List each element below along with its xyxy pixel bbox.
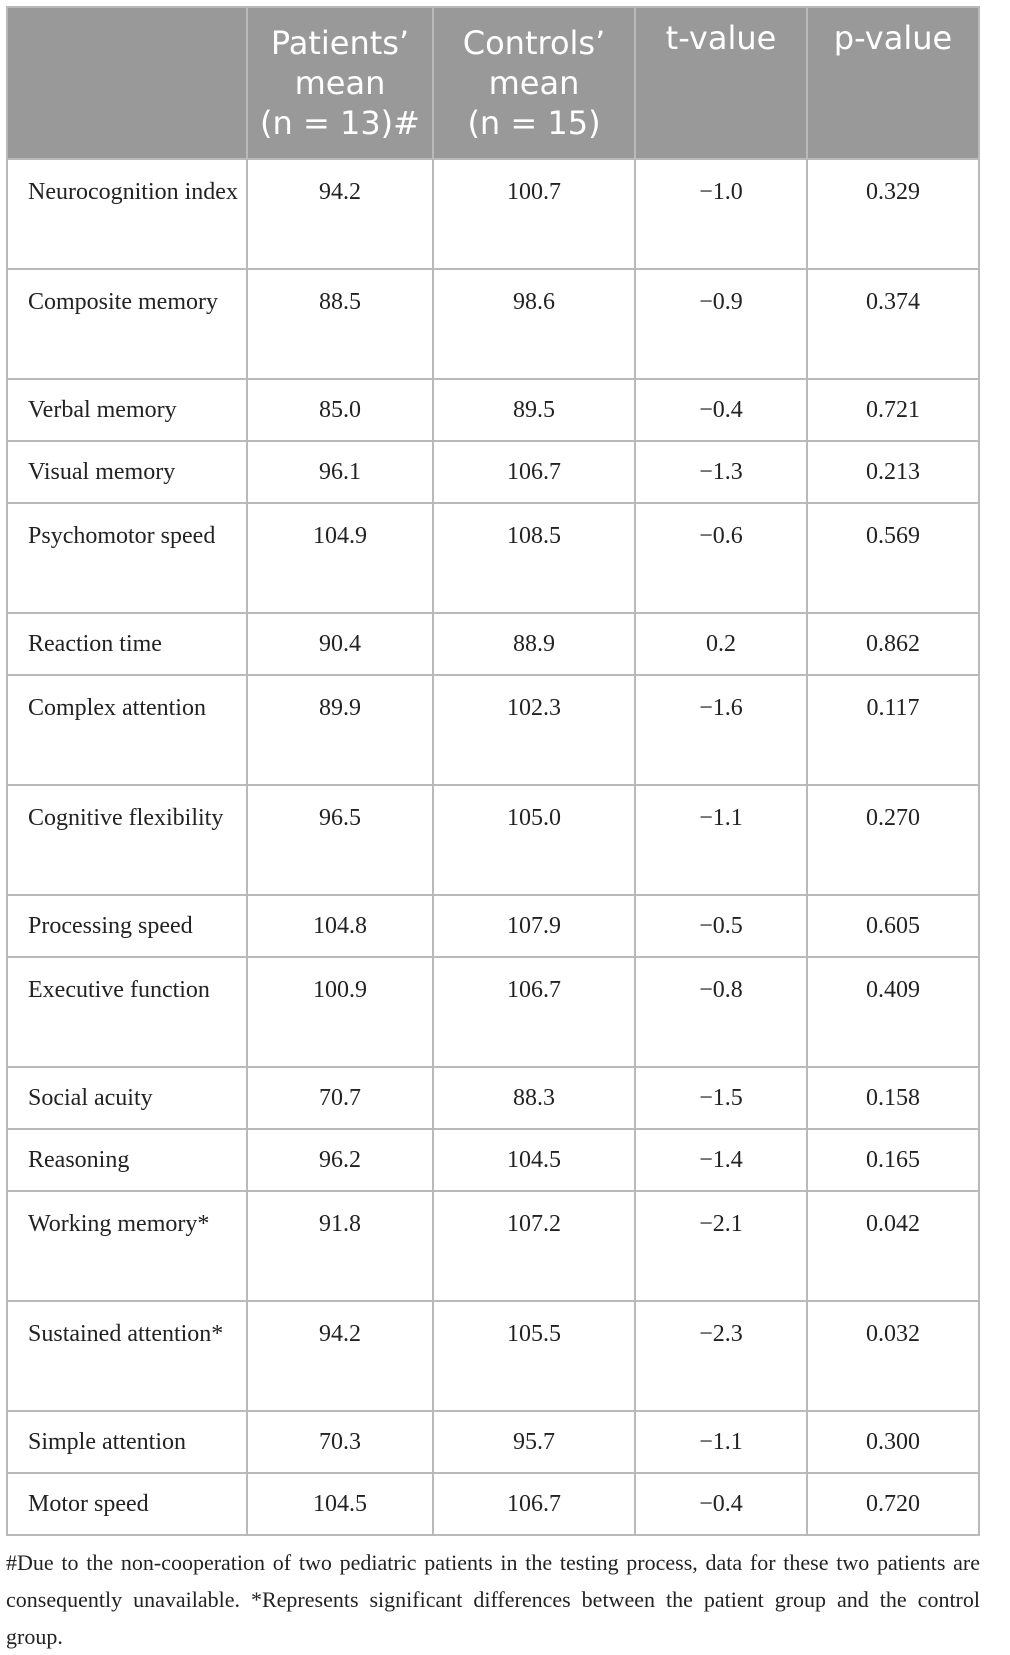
table-row bbox=[7, 441, 979, 503]
cell-t-value: 0.2 bbox=[635, 613, 807, 675]
cell-p-value: 0.374 bbox=[807, 269, 979, 379]
cell-p-value: 0.409 bbox=[807, 957, 979, 1067]
row-label: Sustained attention* bbox=[7, 1301, 247, 1411]
table-row bbox=[7, 785, 979, 895]
cell-patients-mean: 96.5 bbox=[247, 785, 433, 895]
cell-controls-mean: 107.9 bbox=[433, 895, 635, 957]
cell-t-value: −2.3 bbox=[635, 1301, 807, 1411]
cell-controls-mean: 88.9 bbox=[433, 613, 635, 675]
cell-controls-mean: 105.0 bbox=[433, 785, 635, 895]
row-label: Cognitive flexibility bbox=[7, 785, 247, 895]
row-label: Executive function bbox=[7, 957, 247, 1067]
cell-patients-mean: 94.2 bbox=[247, 159, 433, 269]
cell-t-value: −1.1 bbox=[635, 785, 807, 895]
cell-p-value: 0.721 bbox=[807, 379, 979, 441]
header-patients-line2: mean bbox=[294, 64, 386, 102]
row-label: Motor speed bbox=[7, 1473, 247, 1535]
cell-t-value: −0.5 bbox=[635, 895, 807, 957]
cell-controls-mean: 89.5 bbox=[433, 379, 635, 441]
header-patients-mean bbox=[247, 7, 433, 159]
cell-controls-mean: 106.7 bbox=[433, 957, 635, 1067]
cell-p-value: 0.042 bbox=[807, 1191, 979, 1301]
cell-t-value: −1.6 bbox=[635, 675, 807, 785]
cell-controls-mean: 100.7 bbox=[433, 159, 635, 269]
table-row bbox=[7, 1301, 979, 1411]
cell-controls-mean: 104.5 bbox=[433, 1129, 635, 1191]
cell-t-value: −1.5 bbox=[635, 1067, 807, 1129]
cell-patients-mean: 96.1 bbox=[247, 441, 433, 503]
row-label: Processing speed bbox=[7, 895, 247, 957]
row-label: Psychomotor speed bbox=[7, 503, 247, 613]
table-row bbox=[7, 1411, 979, 1473]
cell-t-value: −1.1 bbox=[635, 1411, 807, 1473]
cell-patients-mean: 104.8 bbox=[247, 895, 433, 957]
cell-controls-mean: 98.6 bbox=[433, 269, 635, 379]
table-row bbox=[7, 957, 979, 1067]
cell-p-value: 0.720 bbox=[807, 1473, 979, 1535]
cell-p-value: 0.569 bbox=[807, 503, 979, 613]
row-label: Working memory* bbox=[7, 1191, 247, 1301]
cell-patients-mean: 104.5 bbox=[247, 1473, 433, 1535]
results-table bbox=[6, 6, 980, 1536]
cell-patients-mean: 85.0 bbox=[247, 379, 433, 441]
header-patients-line1: Patients’ bbox=[270, 24, 410, 62]
cell-patients-mean: 94.2 bbox=[247, 1301, 433, 1411]
cell-t-value: −1.3 bbox=[635, 441, 807, 503]
cell-t-value: −1.0 bbox=[635, 159, 807, 269]
table-row bbox=[7, 159, 979, 269]
header-p-label: p-value bbox=[833, 19, 953, 57]
cell-patients-mean: 89.9 bbox=[247, 675, 433, 785]
row-label: Social acuity bbox=[7, 1067, 247, 1129]
table-row bbox=[7, 269, 979, 379]
header-p-value bbox=[807, 7, 979, 159]
row-label: Reasoning bbox=[7, 1129, 247, 1191]
table-row bbox=[7, 1129, 979, 1191]
cell-t-value: −0.8 bbox=[635, 957, 807, 1067]
row-label: Neurocognition index bbox=[7, 159, 247, 269]
row-label: Simple attention bbox=[7, 1411, 247, 1473]
table-footnote: #Due to the non-cooperation of two pediatric patients in the testing process, data for these two patients are consequently unavailable. *Represents significant differences between the patient group and the control group. bbox=[6, 1550, 980, 1649]
header-controls-mean bbox=[433, 7, 635, 159]
row-label: Visual memory bbox=[7, 441, 247, 503]
header-row bbox=[7, 7, 979, 159]
header-controls-line1: Controls’ bbox=[462, 24, 606, 62]
table-row bbox=[7, 1473, 979, 1535]
cell-controls-mean: 106.7 bbox=[433, 441, 635, 503]
header-t-label: t-value bbox=[665, 19, 777, 57]
cell-controls-mean: 105.5 bbox=[433, 1301, 635, 1411]
cell-p-value: 0.605 bbox=[807, 895, 979, 957]
table-row bbox=[7, 675, 979, 785]
row-label: Reaction time bbox=[7, 613, 247, 675]
cell-patients-mean: 90.4 bbox=[247, 613, 433, 675]
cell-patients-mean: 70.7 bbox=[247, 1067, 433, 1129]
cell-controls-mean: 106.7 bbox=[433, 1473, 635, 1535]
table-row bbox=[7, 613, 979, 675]
header-t-value bbox=[635, 7, 807, 159]
cell-p-value: 0.329 bbox=[807, 159, 979, 269]
table-container bbox=[6, 6, 980, 1655]
cell-p-value: 0.270 bbox=[807, 785, 979, 895]
cell-patients-mean: 104.9 bbox=[247, 503, 433, 613]
table-body bbox=[7, 159, 979, 1535]
cell-p-value: 0.300 bbox=[807, 1411, 979, 1473]
cell-p-value: 0.032 bbox=[807, 1301, 979, 1411]
table-row bbox=[7, 1191, 979, 1301]
table-row bbox=[7, 503, 979, 613]
cell-t-value: −0.6 bbox=[635, 503, 807, 613]
cell-p-value: 0.213 bbox=[807, 441, 979, 503]
header-controls-line3: (n = 15) bbox=[467, 104, 601, 142]
cell-controls-mean: 108.5 bbox=[433, 503, 635, 613]
table-row bbox=[7, 1067, 979, 1129]
cell-patients-mean: 96.2 bbox=[247, 1129, 433, 1191]
cell-patients-mean: 88.5 bbox=[247, 269, 433, 379]
row-label: Verbal memory bbox=[7, 379, 247, 441]
cell-patients-mean: 100.9 bbox=[247, 957, 433, 1067]
cell-p-value: 0.158 bbox=[807, 1067, 979, 1129]
cell-controls-mean: 88.3 bbox=[433, 1067, 635, 1129]
table-row bbox=[7, 379, 979, 441]
header-patients-line3: (n = 13)# bbox=[260, 104, 420, 142]
cell-controls-mean: 95.7 bbox=[433, 1411, 635, 1473]
cell-p-value: 0.862 bbox=[807, 613, 979, 675]
cell-patients-mean: 91.8 bbox=[247, 1191, 433, 1301]
cell-p-value: 0.165 bbox=[807, 1129, 979, 1191]
row-label: Complex attention bbox=[7, 675, 247, 785]
cell-t-value: −1.4 bbox=[635, 1129, 807, 1191]
cell-t-value: −0.4 bbox=[635, 1473, 807, 1535]
table-row bbox=[7, 895, 979, 957]
row-label: Composite memory bbox=[7, 269, 247, 379]
cell-patients-mean: 70.3 bbox=[247, 1411, 433, 1473]
cell-p-value: 0.117 bbox=[807, 675, 979, 785]
cell-controls-mean: 102.3 bbox=[433, 675, 635, 785]
cell-t-value: −0.4 bbox=[635, 379, 807, 441]
cell-t-value: −0.9 bbox=[635, 269, 807, 379]
header-empty-cell bbox=[7, 7, 247, 159]
header-controls-line2: mean bbox=[488, 64, 580, 102]
cell-controls-mean: 107.2 bbox=[433, 1191, 635, 1301]
cell-t-value: −2.1 bbox=[635, 1191, 807, 1301]
